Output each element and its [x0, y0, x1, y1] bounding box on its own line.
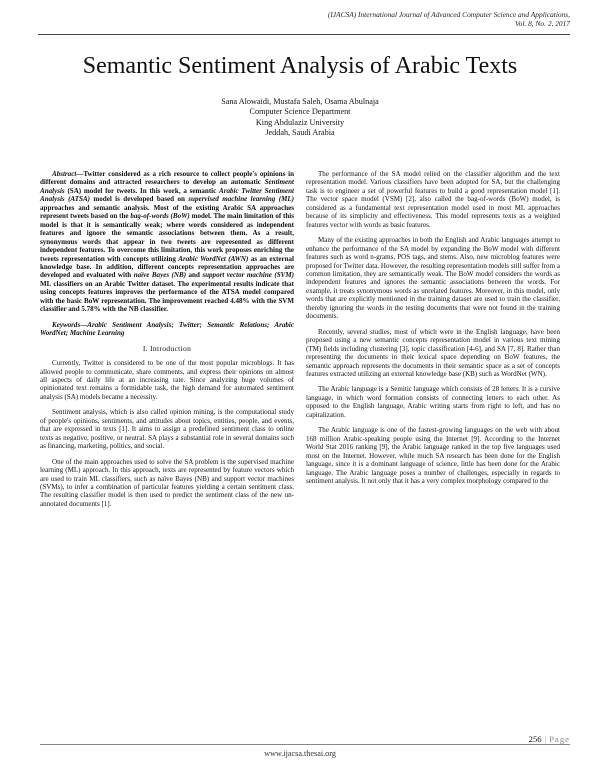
- keywords-text: Arabic Sentiment Analysis; Twitter; Semantic Relations; Arabic WordNet; Machine Learning: [40, 320, 294, 338]
- body-paragraph: Many of the existing approaches in both the English and Arabic languages attempt to enhance the performance of the SA model by expanding the BoW model with different features such as word n-grams, POS tags, and stems. Also, new microblog features were proposed for Twitter data. However, the resulting representation models still suffer from a common limitation, they are semantically weak. The BoW model considers the words as independent features and ignores the semantic associations between the words. For example, it treats synonymous words as unrelated features. Moreover, in this model, only words that are explicitly mentioned in the training dataset are used to train the classifier, thereby ignoring the words in the testing documents that were not found in the training documents.: [306, 236, 560, 321]
- abstract-text: and: [186, 271, 203, 280]
- abstract-term: Arabic Twitter Sentiment Analysis (ATSA): [40, 186, 294, 204]
- left-column: [40, 170, 294, 515]
- intro-paragraph: Sentiment analysis, which is also called opinion mining, is the computational study of people's opinions, sentiments, and attitudes about topics, entities, people, and events, that are expressed in texts [1]. It aims to assign a predefined sentiment class to online texts as negative, positive, or neutral. SA plays a substantial role in several domains such as financing, marketing, politics, and social.: [40, 408, 294, 451]
- abstract-text: as an external knowledge base. In addition, different concepts representation approaches are developed and evaluated with: [40, 254, 294, 280]
- keywords-label: Keywords: [52, 320, 81, 329]
- body-paragraph: The Arabic language is one of the fastest-growing languages on the web with about 168 million Arabic-speaking people using the Internet [9]. According to the Internet World Stat 2016 ranking [9], the Arabic language ranked in the top five languages used most on the Internet. However, while much SA research has been done for the English language, since it is a dominant language of science, little has been done for the Arabic language. The Arabic language poses a number of challenges, especially in regards to sentiment analysis. It not only that it has a very complex morphology compared to the: [306, 426, 560, 485]
- abstract: [40, 170, 294, 314]
- body-paragraph: The performance of the SA model relied on the classifier algorithm and the text representation model. Various classifiers have been adopted for SA, but the challenging task is to engineer a set of powerful features to build a good representation model [1]. The vector space model (VSM) [2], also called the bag-of-words (BoW) model, is considered as a fundamental text representation model used in most ML approaches because of its simplicity and effectiveness. This model represents texts as a weighted features vector with words as basic features.: [306, 170, 560, 229]
- abstract-term: Arabic WordNet (AWN): [178, 254, 249, 263]
- paper-title: Semantic Sentiment Analysis of Arabic Texts: [82, 53, 518, 79]
- journal-header-line2: Vol. 8, No. 2, 2017: [514, 19, 570, 28]
- body-paragraph: The Arabic language is a Semitic language which consists of 28 letters. It is a cursive language, in which word formation consists of connecting letters to each other. As opposed to the English language, Arabic writing starts from right to left, and has no capitalization.: [306, 385, 560, 419]
- abstract-term: support vector machine (SVM): [202, 271, 294, 280]
- page-number-separator: |: [544, 734, 547, 744]
- abstract-text: ML classifiers on an Arabic Twitter dataset. The experimental results indicate that using concepts features improves the performance of the ATSA model compared with the basic BoW representation. The improvement reached 4.48% with the SVM classifier and 5.78% with the NB classifier.: [40, 279, 294, 314]
- abstract-text: model. The main limitation of this model is that it is semantically weak; where words considered as independent features and ignore the semantic associations between them. As a result, synonymous words that appear in two tweets are represented as different independent features. To overcome this limitation, this work proposes enriching the tweets representation with concepts utilizing: [40, 212, 294, 263]
- right-column: [306, 170, 560, 492]
- abstract-label: Abstract: [52, 170, 77, 178]
- abstract-term: Sentiment Analysis: [40, 178, 294, 195]
- footer-rule: [40, 744, 570, 745]
- abstract-term: bag-of-words (BoW): [130, 212, 190, 221]
- author-block: [0, 97, 600, 139]
- abstract-text: Twitter considered as a rich resource to collect people's opinions in different domains and attracted researchers to develop an automatic: [40, 170, 294, 187]
- keywords: [40, 321, 294, 338]
- journal-url: www.ijacsa.thesai.org: [264, 749, 336, 758]
- location: Jeddah, Saudi Arabia: [265, 128, 335, 138]
- abstract-text: approaches and semantic analysis. Most of the existing Arabic SA approaches represent tweets based on the: [40, 203, 294, 221]
- university: King Abdulaziz University: [255, 117, 345, 127]
- intro-paragraph: Currently, Twitter is considered to be one of the most popular microblogs. It has allowed people to communicate, share comments, and express their opinions on almost all aspects of daily life at an increasing rate. Since analyzing huge volumes of opinionated text remains a formidable task, the high demand for automated sentiment analysis (SA) models became a necessity.: [40, 359, 294, 401]
- keywords-dash: —: [80, 320, 88, 329]
- section-heading-introduction: I. Introduction: [142, 343, 192, 353]
- abstract-dash: —: [76, 170, 84, 178]
- body-paragraph: Recently, several studies, most of which were in the English language, have been proposed using a new semantic concepts representation model in various text mining (TM) fields including clustering [3], topic classification [4-6], and SA [7, 8]. Rather than representing the documents in their lexical space depending on BoW features, the semantic approach represents the documents in their semantic space as a set of concepts features extracted utilizing an external knowledge base (KB) such as WordNet (WN).: [306, 327, 560, 378]
- page-label: Page: [549, 734, 570, 744]
- journal-header-line1: (IJACSA) International Journal of Advanced Computer Science and Applications,: [327, 10, 570, 19]
- abstract-term: supervised machine learning (ML): [188, 195, 294, 204]
- abstract-term: naïve Bayes (NB): [133, 271, 187, 280]
- journal-header: [170, 10, 570, 28]
- page-number: [529, 734, 570, 744]
- department: Computer Science Department: [249, 107, 351, 117]
- abstract-text: model is developed based on: [90, 195, 189, 204]
- intro-paragraph: One of the main approaches used to solve the SA problem is the supervised machine learning (ML) approach. In this approach, texts are represented by feature vectors which are used to train ML classifiers, such as naïve Bayes (NB) and support vector machines (SVMs), to infer a combination of particular features yielding a certain sentiment class. The resulting classifier model is then used to predict the sentiment class of the new un-annotated documents [1].: [40, 457, 294, 508]
- page-number-value: 256: [528, 734, 542, 744]
- header-rule: [38, 34, 570, 35]
- abstract-text: (SA) model for tweets. In this work, a semantic: [64, 186, 220, 195]
- authors: Sana Alowaidi, Mustafa Saleh, Osama Abulnaja: [221, 97, 379, 106]
